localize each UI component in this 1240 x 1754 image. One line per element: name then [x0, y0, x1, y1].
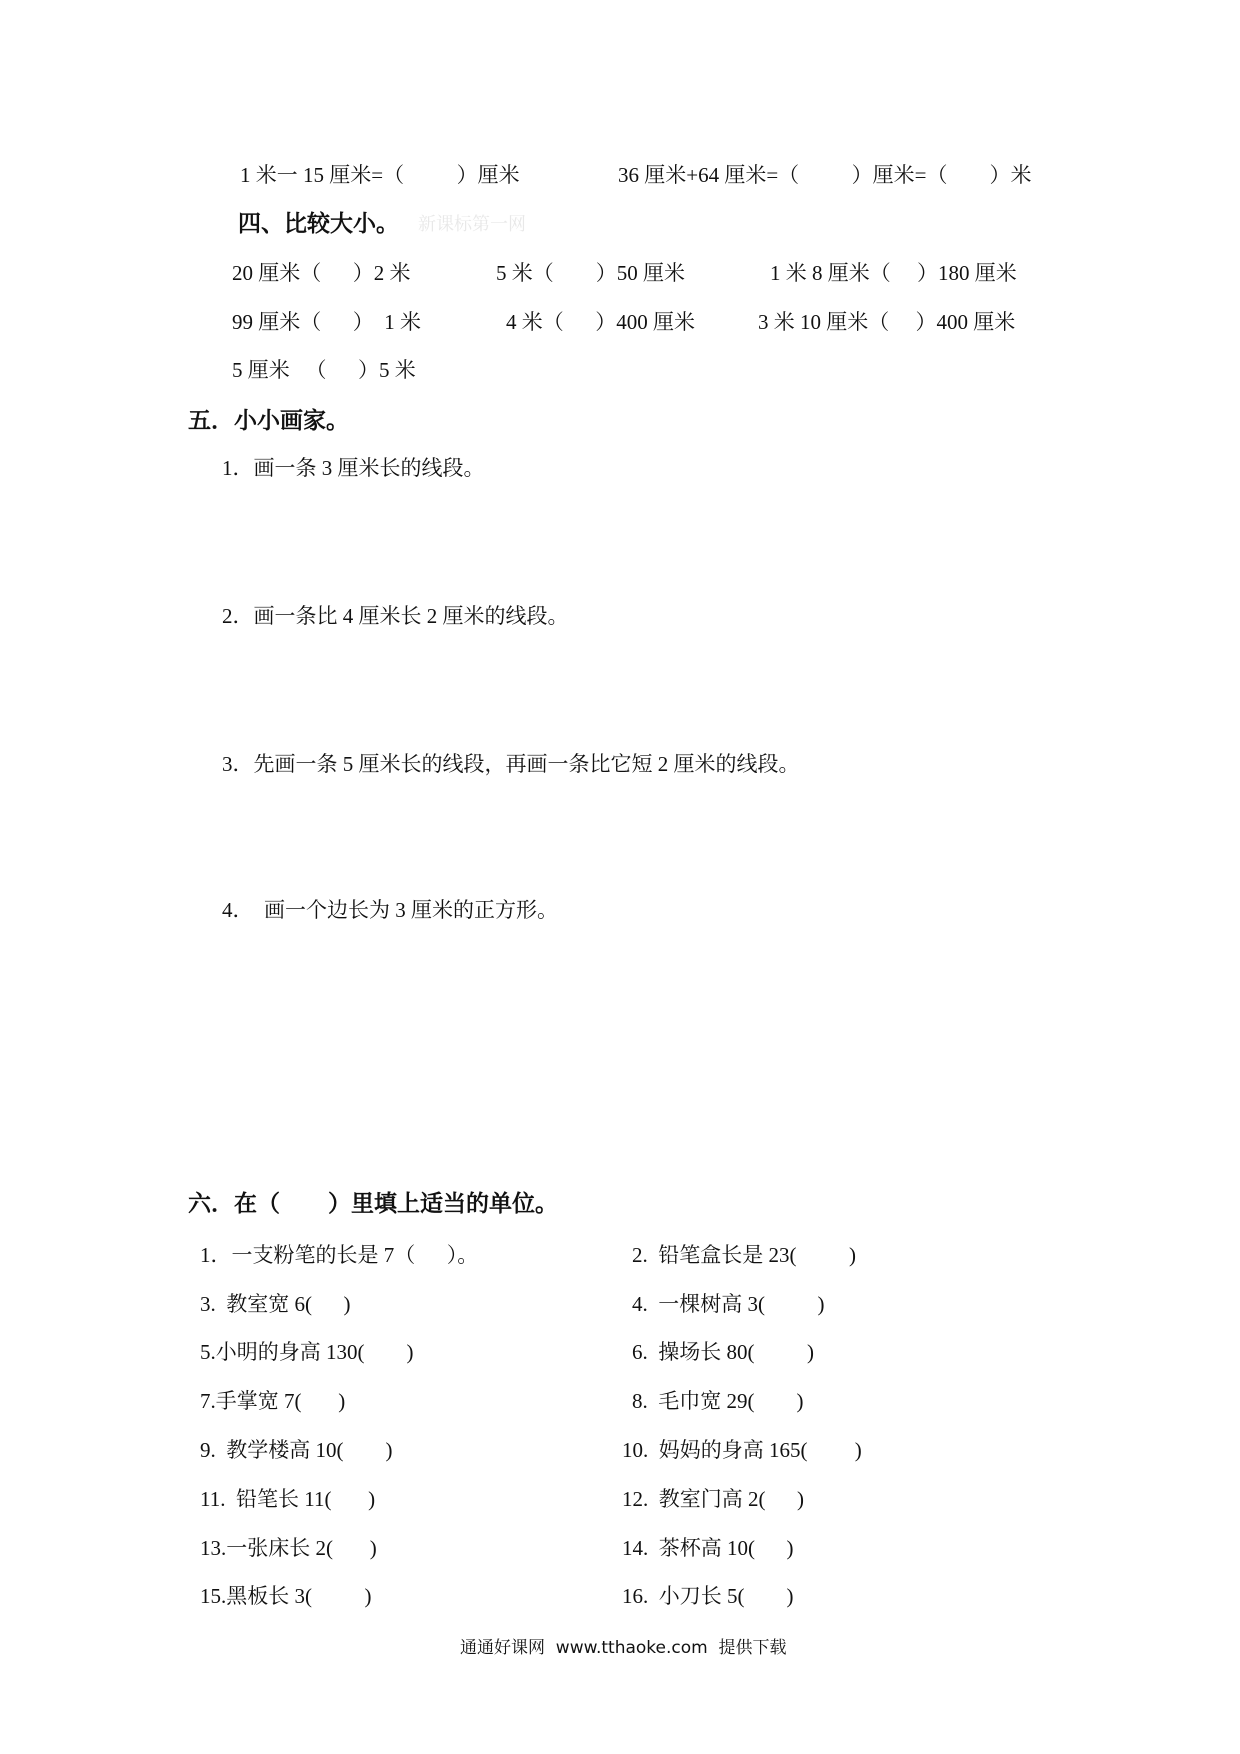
unit-item: 14. 茶杯高 10( ): [622, 1536, 794, 1560]
unit-item: 9. 教学楼高 10( ): [200, 1438, 393, 1462]
unit-item: 3. 教室宽 6( ): [200, 1292, 351, 1316]
unit-item: 2. 铅笔盒长是 23( ): [632, 1243, 856, 1267]
compare-item: 20 厘米（ ）2 米: [232, 261, 411, 285]
compare-item: 5 米（ ）50 厘米: [496, 261, 685, 285]
unit-item: 15.黑板长 3( ): [200, 1584, 372, 1608]
draw-item-3: 3．先画一条 5 厘米长的线段，再画一条比它短 2 厘米的线段。: [222, 752, 800, 776]
draw-item-4: 4． 画一个边长为 3 厘米的正方形。: [222, 898, 558, 922]
unit-item: 10. 妈妈的身高 165( ): [622, 1438, 862, 1462]
compare-item: 99 厘米（ ） 1 米: [232, 310, 421, 334]
unit-item: 13.一张床长 2( ): [200, 1536, 377, 1560]
unit-item: 5.小明的身高 130( ): [200, 1340, 414, 1364]
draw-item-2: 2．画一条比 4 厘米长 2 厘米的线段。: [222, 604, 569, 628]
footer-credit: 通通好课网 www.tthaoke.com 提供下载: [460, 1638, 787, 1658]
compare-item: 3 米 10 厘米（ ）400 厘米: [758, 310, 1016, 334]
unit-item: 12. 教室门高 2( ): [622, 1487, 804, 1511]
section-6-title: 六．在（ ）里填上适当的单位。: [188, 1191, 559, 1217]
compare-item: 5 厘米 （ ）5 米: [232, 358, 416, 382]
compare-item: 4 米（ ）400 厘米: [506, 310, 695, 334]
watermark: 新课标第一网: [418, 214, 526, 235]
compare-item: 1 米 8 厘米（ ）180 厘米: [770, 261, 1017, 285]
fill-item-1: 1 米一 15 厘米=（ ）厘米: [240, 163, 520, 187]
unit-item: 11. 铅笔长 11( ): [200, 1487, 376, 1511]
unit-item: 7.手掌宽 7( ): [200, 1389, 346, 1413]
unit-item: 4. 一棵树高 3( ): [632, 1292, 825, 1316]
unit-item: 6. 操场长 80( ): [632, 1340, 814, 1364]
unit-item: 1．一支粉笔的长是 7（ ）。: [200, 1243, 479, 1267]
unit-item: 16. 小刀长 5( ): [622, 1584, 794, 1608]
unit-item: 8. 毛巾宽 29( ): [632, 1389, 804, 1413]
draw-item-1: 1．画一条 3 厘米长的线段。: [222, 456, 485, 480]
fill-item-2: 36 厘米+64 厘米=（ ）厘米=（ ）米: [618, 163, 1032, 187]
section-4-title: 四、比较大小。: [238, 211, 399, 237]
section-5-title: 五．小小画家。: [188, 408, 349, 434]
